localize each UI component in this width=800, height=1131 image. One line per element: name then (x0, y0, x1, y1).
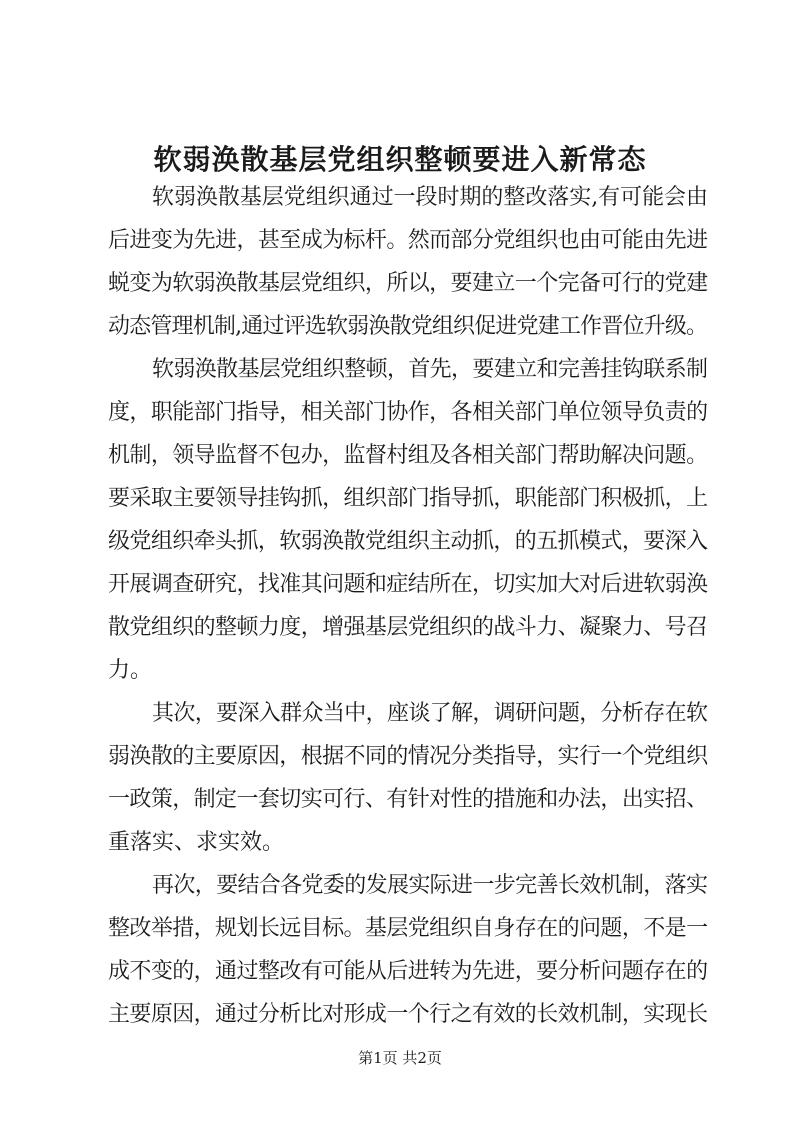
text-line: 软弱涣散基层党组织通过一段时期的整改落实,有可能会由 (152, 185, 708, 210)
text-line: 一政策，制定一套切实可行、有针对性的措施和办法，出实招、 (108, 787, 708, 812)
text-line: 其次，要深入群众当中，座谈了解，调研问题，分析存在软 (152, 701, 708, 726)
page-number-footer: 第1页 共2页 (358, 1049, 442, 1067)
text-line: 开展调查研究，找准其问题和症结所在，切实加大对后进软弱涣 (108, 572, 708, 597)
text-line: 动态管理机制,通过评选软弱涣散党组织促进党建工作晋位升级。 (108, 314, 708, 339)
text-line: 级党组织牵头抓，软弱涣散党组织主动抓，的五抓模式，要深入 (108, 529, 708, 554)
text-line: 软弱涣散基层党组织整顿，首先，要建立和完善挂钩联系制 (152, 357, 708, 382)
text-line: 重落实、求实效。 (108, 830, 285, 855)
text-line: 力。 (108, 658, 153, 683)
text-line: 整改举措，规划长远目标。基层党组织自身存在的问题，不是一 (108, 916, 708, 941)
text-line: 要采取主要领导挂钩抓，组织部门指导抓，职能部门积极抓，上 (108, 486, 708, 511)
text-line: 后进变为先进，甚至成为标杆。然而部分党组织也由可能由先进 (108, 228, 708, 253)
text-line: 散党组织的整顿力度，增强基层党组织的战斗力、凝聚力、号召 (108, 615, 708, 640)
text-line: 成不变的，通过整改有可能从后进转为先进，要分析问题存在的 (108, 959, 708, 984)
text-line: 度，职能部门指导，相关部门协作，各相关部门单位领导负责的 (108, 400, 708, 425)
document-title: 软弱涣散基层党组织整顿要进入新常态 (153, 143, 647, 176)
text-line: 再次，要结合各党委的发展实际进一步完善长效机制，落实 (152, 873, 708, 898)
text-line: 机制，领导监督不包办，监督村组及各相关部门帮助解决问题。 (108, 443, 708, 468)
text-line: 蜕变为软弱涣散基层党组织，所以，要建立一个完备可行的党建 (108, 271, 708, 296)
text-line: 主要原因，通过分析比对形成一个行之有效的长效机制，实现长 (108, 1002, 708, 1027)
text-line: 弱涣散的主要原因，根据不同的情况分类指导，实行一个党组织 (108, 744, 708, 769)
